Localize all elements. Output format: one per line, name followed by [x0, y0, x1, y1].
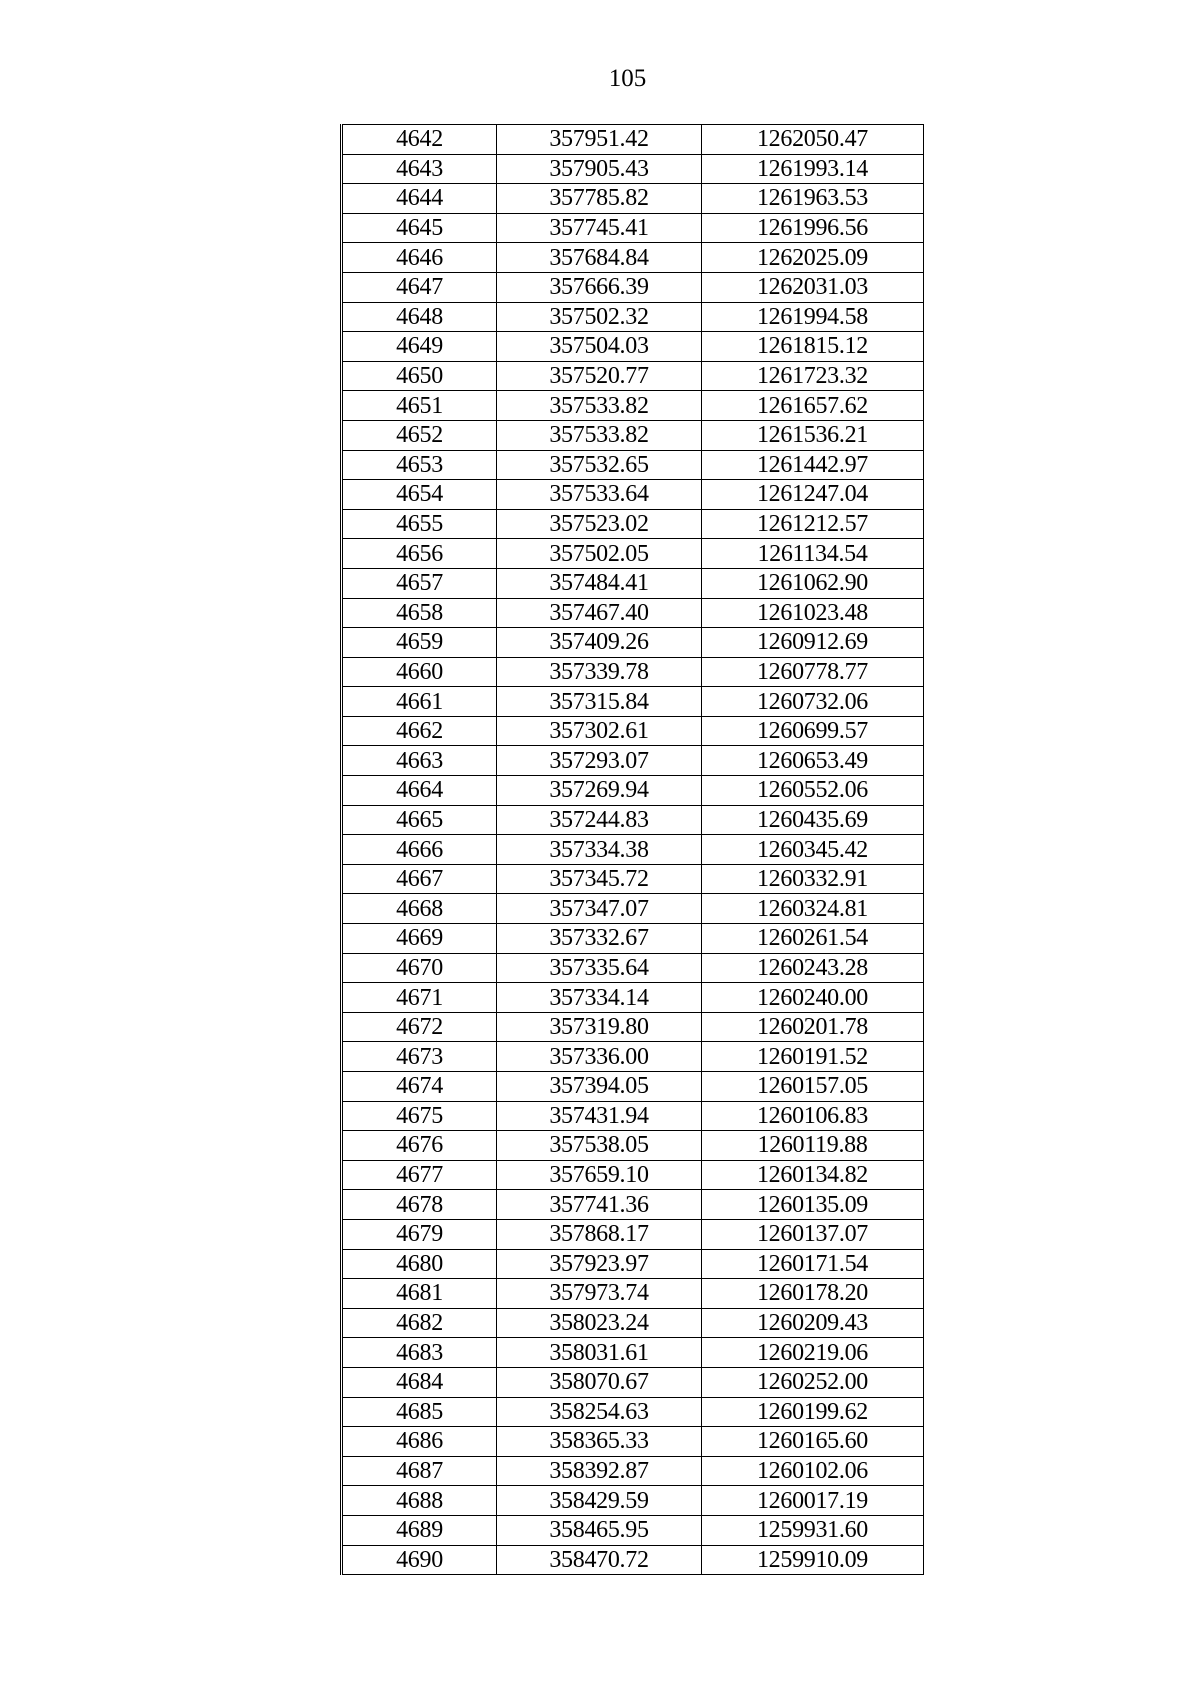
y-coordinate-cell: 1262031.03 [702, 272, 924, 302]
table-row [342, 1545, 924, 1575]
table-row [342, 776, 924, 806]
coordinates-table-body [342, 125, 924, 1575]
point-number-cell: 4664 [342, 776, 497, 806]
point-number-cell: 4649 [342, 332, 497, 362]
table-row [342, 983, 924, 1013]
x-coordinate-cell: 357467.40 [497, 598, 702, 628]
point-number-cell: 4668 [342, 894, 497, 924]
y-coordinate-cell: 1261247.04 [702, 480, 924, 510]
x-coordinate-cell: 357334.14 [497, 983, 702, 1013]
y-coordinate-cell: 1260137.07 [702, 1219, 924, 1249]
point-number-cell: 4646 [342, 243, 497, 273]
x-coordinate-cell: 357244.83 [497, 805, 702, 835]
y-coordinate-cell: 1260261.54 [702, 924, 924, 954]
point-number-cell: 4661 [342, 687, 497, 717]
y-coordinate-cell: 1260102.06 [702, 1456, 924, 1486]
y-coordinate-cell: 1260240.00 [702, 983, 924, 1013]
y-coordinate-cell: 1260191.52 [702, 1042, 924, 1072]
x-coordinate-cell: 357484.41 [497, 568, 702, 598]
table-row [342, 805, 924, 835]
y-coordinate-cell: 1260778.77 [702, 657, 924, 687]
y-coordinate-cell: 1260134.82 [702, 1160, 924, 1190]
y-coordinate-cell: 1262050.47 [702, 125, 924, 155]
point-number-cell: 4651 [342, 391, 497, 421]
y-coordinate-cell: 1260119.88 [702, 1131, 924, 1161]
y-coordinate-cell: 1260171.54 [702, 1249, 924, 1279]
y-coordinate-cell: 1261062.90 [702, 568, 924, 598]
y-coordinate-cell: 1260209.43 [702, 1308, 924, 1338]
table-row [342, 332, 924, 362]
y-coordinate-cell: 1261993.14 [702, 154, 924, 184]
y-coordinate-cell: 1260243.28 [702, 953, 924, 983]
x-coordinate-cell: 357269.94 [497, 776, 702, 806]
table-row [342, 480, 924, 510]
x-coordinate-cell: 357538.05 [497, 1131, 702, 1161]
point-number-cell: 4656 [342, 539, 497, 569]
table-row [342, 1367, 924, 1397]
point-number-cell: 4676 [342, 1131, 497, 1161]
table-row [342, 1486, 924, 1516]
table-row [342, 1012, 924, 1042]
point-number-cell: 4650 [342, 361, 497, 391]
table-row [342, 450, 924, 480]
y-coordinate-cell: 1261996.56 [702, 213, 924, 243]
table-row [342, 1219, 924, 1249]
y-coordinate-cell: 1260201.78 [702, 1012, 924, 1042]
y-coordinate-cell: 1260324.81 [702, 894, 924, 924]
x-coordinate-cell: 357394.05 [497, 1072, 702, 1102]
y-coordinate-cell: 1260552.06 [702, 776, 924, 806]
x-coordinate-cell: 357785.82 [497, 184, 702, 214]
x-coordinate-cell: 357973.74 [497, 1279, 702, 1309]
table-row [342, 1279, 924, 1309]
table-row [342, 628, 924, 658]
x-coordinate-cell: 358465.95 [497, 1515, 702, 1545]
x-coordinate-cell: 358365.33 [497, 1427, 702, 1457]
x-coordinate-cell: 357905.43 [497, 154, 702, 184]
point-number-cell: 4672 [342, 1012, 497, 1042]
y-coordinate-cell: 1261994.58 [702, 302, 924, 332]
x-coordinate-cell: 358470.72 [497, 1545, 702, 1575]
table-row [342, 213, 924, 243]
y-coordinate-cell: 1260219.06 [702, 1338, 924, 1368]
table-row [342, 894, 924, 924]
point-number-cell: 4663 [342, 746, 497, 776]
point-number-cell: 4655 [342, 509, 497, 539]
point-number-cell: 4677 [342, 1160, 497, 1190]
y-coordinate-cell: 1260732.06 [702, 687, 924, 717]
y-coordinate-cell: 1261023.48 [702, 598, 924, 628]
y-coordinate-cell: 1260106.83 [702, 1101, 924, 1131]
y-coordinate-cell: 1262025.09 [702, 243, 924, 273]
table-row [342, 1131, 924, 1161]
x-coordinate-cell: 357741.36 [497, 1190, 702, 1220]
x-coordinate-cell: 357684.84 [497, 243, 702, 273]
page-number: 105 [608, 65, 647, 92]
table-row [342, 1190, 924, 1220]
table-row [342, 716, 924, 746]
table-row [342, 1308, 924, 1338]
x-coordinate-cell: 357332.67 [497, 924, 702, 954]
table-row [342, 657, 924, 687]
table-row [342, 243, 924, 273]
y-coordinate-cell: 1260912.69 [702, 628, 924, 658]
table-row [342, 568, 924, 598]
y-coordinate-cell: 1260345.42 [702, 835, 924, 865]
table-row [342, 1072, 924, 1102]
x-coordinate-cell: 357335.64 [497, 953, 702, 983]
x-coordinate-cell: 357951.42 [497, 125, 702, 155]
table-row [342, 302, 924, 332]
x-coordinate-cell: 357520.77 [497, 361, 702, 391]
y-coordinate-cell: 1260252.00 [702, 1367, 924, 1397]
x-coordinate-cell: 357745.41 [497, 213, 702, 243]
y-coordinate-cell: 1260332.91 [702, 864, 924, 894]
table-row [342, 539, 924, 569]
y-coordinate-cell: 1259910.09 [702, 1545, 924, 1575]
x-coordinate-cell: 357315.84 [497, 687, 702, 717]
x-coordinate-cell: 358429.59 [497, 1486, 702, 1516]
y-coordinate-cell: 1261963.53 [702, 184, 924, 214]
point-number-cell: 4678 [342, 1190, 497, 1220]
point-number-cell: 4688 [342, 1486, 497, 1516]
table-row [342, 1042, 924, 1072]
y-coordinate-cell: 1261442.97 [702, 450, 924, 480]
point-number-cell: 4644 [342, 184, 497, 214]
x-coordinate-cell: 357409.26 [497, 628, 702, 658]
point-number-cell: 4653 [342, 450, 497, 480]
table-row [342, 1515, 924, 1545]
table-row [342, 391, 924, 421]
table-row [342, 125, 924, 155]
y-coordinate-cell: 1261212.57 [702, 509, 924, 539]
x-coordinate-cell: 357319.80 [497, 1012, 702, 1042]
x-coordinate-cell: 358031.61 [497, 1338, 702, 1368]
point-number-cell: 4654 [342, 480, 497, 510]
point-number-cell: 4682 [342, 1308, 497, 1338]
table-row [342, 687, 924, 717]
point-number-cell: 4667 [342, 864, 497, 894]
x-coordinate-cell: 357502.32 [497, 302, 702, 332]
point-number-cell: 4685 [342, 1397, 497, 1427]
table-row [342, 272, 924, 302]
y-coordinate-cell: 1260165.60 [702, 1427, 924, 1457]
point-number-cell: 4681 [342, 1279, 497, 1309]
point-number-cell: 4671 [342, 983, 497, 1013]
point-number-cell: 4648 [342, 302, 497, 332]
table-row [342, 598, 924, 628]
point-number-cell: 4686 [342, 1427, 497, 1457]
x-coordinate-cell: 357334.38 [497, 835, 702, 865]
x-coordinate-cell: 357345.72 [497, 864, 702, 894]
table-row [342, 864, 924, 894]
table-row [342, 1338, 924, 1368]
x-coordinate-cell: 357336.00 [497, 1042, 702, 1072]
point-number-cell: 4642 [342, 125, 497, 155]
point-number-cell: 4674 [342, 1072, 497, 1102]
table-row [342, 1427, 924, 1457]
coordinates-table [340, 124, 924, 1575]
x-coordinate-cell: 358023.24 [497, 1308, 702, 1338]
point-number-cell: 4643 [342, 154, 497, 184]
y-coordinate-cell: 1261134.54 [702, 539, 924, 569]
point-number-cell: 4670 [342, 953, 497, 983]
point-number-cell: 4660 [342, 657, 497, 687]
point-number-cell: 4675 [342, 1101, 497, 1131]
point-number-cell: 4683 [342, 1338, 497, 1368]
y-coordinate-cell: 1261723.32 [702, 361, 924, 391]
x-coordinate-cell: 357533.64 [497, 480, 702, 510]
table-row [342, 154, 924, 184]
x-coordinate-cell: 357339.78 [497, 657, 702, 687]
point-number-cell: 4687 [342, 1456, 497, 1486]
x-coordinate-cell: 357659.10 [497, 1160, 702, 1190]
x-coordinate-cell: 357504.03 [497, 332, 702, 362]
table-row [342, 746, 924, 776]
point-number-cell: 4689 [342, 1515, 497, 1545]
x-coordinate-cell: 357666.39 [497, 272, 702, 302]
point-number-cell: 4665 [342, 805, 497, 835]
y-coordinate-cell: 1260435.69 [702, 805, 924, 835]
table-row [342, 1101, 924, 1131]
x-coordinate-cell: 358070.67 [497, 1367, 702, 1397]
point-number-cell: 4680 [342, 1249, 497, 1279]
y-coordinate-cell: 1260699.57 [702, 716, 924, 746]
table-row [342, 1160, 924, 1190]
point-number-cell: 4647 [342, 272, 497, 302]
x-coordinate-cell: 357293.07 [497, 746, 702, 776]
x-coordinate-cell: 357502.05 [497, 539, 702, 569]
y-coordinate-cell: 1261536.21 [702, 420, 924, 450]
table-row [342, 184, 924, 214]
coordinates-table-container [340, 124, 922, 1575]
point-number-cell: 4684 [342, 1367, 497, 1397]
table-row [342, 924, 924, 954]
table-row [342, 509, 924, 539]
point-number-cell: 4645 [342, 213, 497, 243]
point-number-cell: 4657 [342, 568, 497, 598]
x-coordinate-cell: 357923.97 [497, 1249, 702, 1279]
point-number-cell: 4662 [342, 716, 497, 746]
point-number-cell: 4652 [342, 420, 497, 450]
table-row [342, 1456, 924, 1486]
point-number-cell: 4666 [342, 835, 497, 865]
table-row [342, 1249, 924, 1279]
table-row [342, 361, 924, 391]
y-coordinate-cell: 1260653.49 [702, 746, 924, 776]
point-number-cell: 4658 [342, 598, 497, 628]
y-coordinate-cell: 1260157.05 [702, 1072, 924, 1102]
x-coordinate-cell: 357532.65 [497, 450, 702, 480]
table-row [342, 835, 924, 865]
point-number-cell: 4679 [342, 1219, 497, 1249]
x-coordinate-cell: 358392.87 [497, 1456, 702, 1486]
point-number-cell: 4659 [342, 628, 497, 658]
x-coordinate-cell: 357302.61 [497, 716, 702, 746]
y-coordinate-cell: 1259931.60 [702, 1515, 924, 1545]
table-row [342, 420, 924, 450]
point-number-cell: 4690 [342, 1545, 497, 1575]
table-row [342, 953, 924, 983]
y-coordinate-cell: 1260199.62 [702, 1397, 924, 1427]
point-number-cell: 4669 [342, 924, 497, 954]
y-coordinate-cell: 1260017.19 [702, 1486, 924, 1516]
x-coordinate-cell: 357523.02 [497, 509, 702, 539]
x-coordinate-cell: 357347.07 [497, 894, 702, 924]
y-coordinate-cell: 1261815.12 [702, 332, 924, 362]
y-coordinate-cell: 1261657.62 [702, 391, 924, 421]
x-coordinate-cell: 357431.94 [497, 1101, 702, 1131]
x-coordinate-cell: 357533.82 [497, 391, 702, 421]
point-number-cell: 4673 [342, 1042, 497, 1072]
table-row [342, 1397, 924, 1427]
y-coordinate-cell: 1260178.20 [702, 1279, 924, 1309]
y-coordinate-cell: 1260135.09 [702, 1190, 924, 1220]
x-coordinate-cell: 357533.82 [497, 420, 702, 450]
x-coordinate-cell: 357868.17 [497, 1219, 702, 1249]
x-coordinate-cell: 358254.63 [497, 1397, 702, 1427]
